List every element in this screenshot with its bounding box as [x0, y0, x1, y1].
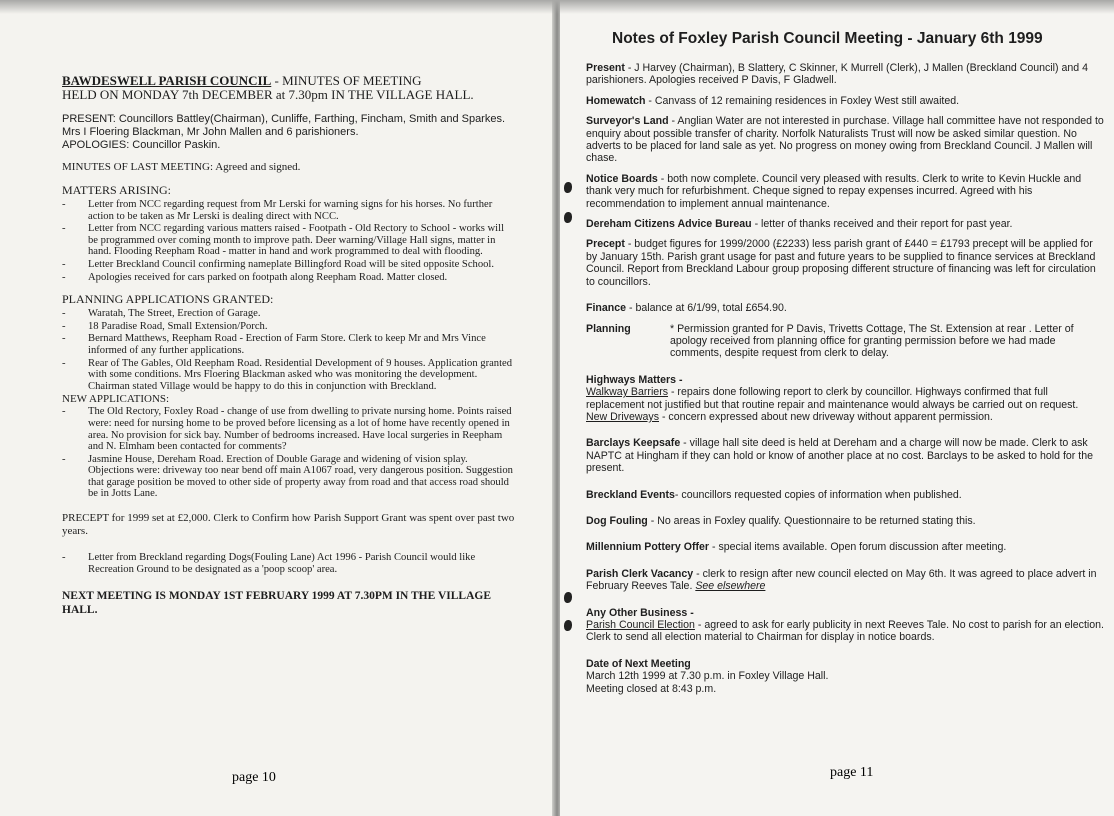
page-number-right: page 11 — [830, 765, 874, 780]
item-text: - budget figures for 1999/2000 (£2233) less parish grant of £440 = £1793 precept will be applied for by January 15th. Parish grant usage for past and future years to be supplied to finance services at Breckland Council. Report from Breckland Labour group proposing different structure of financing was left for circulation to councillors. — [586, 238, 1096, 288]
item-label: Planning — [586, 322, 631, 335]
election-item — [586, 619, 1106, 644]
clerk-vacancy-item — [586, 568, 1106, 593]
homewatch-item — [586, 95, 1106, 107]
punch-hole-mark — [564, 620, 572, 631]
list-item: - Letter from NCC regarding request from Mr Lerski for warning signs for his horses. No further action to be taken as Mr Lerski is dealing direct with NCC. — [62, 199, 516, 222]
item-text: - special items available. Open forum discussion after meeting. — [709, 541, 1007, 554]
list-item: - Rear of The Gables, Old Reepham Road. Residential Development of 9 houses. Application granted with some conditions. Mrs Floering Blackman asked who was monitoring the development. Chairman stated Village would be happy to do this in conjunction with Breckland. — [62, 358, 516, 393]
scan-shadow — [0, 0, 1114, 14]
item-text: * Permission granted for P Davis, Trivetts Cottage, The St. Extension at rear . Letter of apology received from planning office for granting permission before we had made comments, despite request from clerk to delay. — [670, 322, 1074, 360]
item-label: Parish Clerk Vacancy — [586, 567, 694, 580]
see-elsewhere-link[interactable]: See elsewhere — [695, 580, 766, 593]
matters-list — [62, 199, 516, 283]
right-page — [560, 0, 1114, 816]
left-page — [0, 0, 556, 816]
council-name: BAWDESWELL PARISH COUNCIL — [62, 73, 272, 88]
list-item: - The Old Rectory, Foxley Road - change of use from dwelling to private nursing home. Points raised were: need for nursing home to be proved before licensing as a lot of home have recently opened in area. No provision for sick bay. Number of bedrooms increased. Have local surgeries in Reepham and N. Elmham been contacted for comments? — [62, 406, 516, 452]
item-label: Homewatch — [586, 94, 646, 107]
item-label: Any Other Business - — [586, 606, 694, 619]
list-item: - Bernard Matthews, Reepham Road - Erection of Farm Store. Clerk to keep Mr and Mrs Vince informed of any further applications. — [62, 333, 516, 356]
item-label: Surveyor's Land — [586, 115, 669, 128]
list-item: - 18 Paradise Road, Small Extension/Porch. — [62, 321, 516, 333]
item-text: - agreed to ask for early publicity in next Reeves Tale. No cost to parish for an election. Clerk to send all election material to Chairman for display in notice boards. — [586, 619, 1104, 644]
item-text: March 12th 1999 at 7.30 p.m. in Foxley Village Hall. — [586, 670, 829, 683]
precept-item — [586, 238, 1106, 288]
notice-boards-item — [586, 173, 1106, 210]
item-label: Breckland Events — [586, 488, 675, 501]
item-text: - letter of thanks received and their report for past year. — [751, 218, 1013, 231]
item-label: Millennium Pottery Offer — [586, 541, 710, 554]
list-item: - Letter from NCC regarding various matters raised - Footpath - Old Rectory to School - works will be programmed over coming month to improve path. Deer warning/Village Hall signs, matter in hand. Flooding Reepham Road - matter in hand and work programmed to deal with flooding. — [62, 223, 516, 258]
new-applications-heading: NEW APPLICATIONS: — [62, 393, 170, 406]
cab-item — [586, 218, 1106, 230]
next-meeting: NEXT MEETING IS MONDAY 1ST FEBRUARY 1999 AT 7.30PM IN THE VILLAGE HALL. — [62, 590, 492, 617]
barclays-item — [586, 437, 1106, 474]
pottery-item — [586, 541, 1106, 553]
title-line2: HELD ON MONDAY 7th DECEMBER at 7.30pm IN THE VILLAGE HALL. — [62, 87, 474, 102]
list-item: - Apologies received for cars parked on footpath along Reepham Road. Matter closed. — [62, 272, 516, 284]
item-label: Dog Fouling — [586, 514, 648, 527]
list-item: - Letter from Breckland regarding Dogs(Fouling Lane) Act 1996 - Parish Council would like Recreation Ground to be designated as a 'poop scoop' area. — [62, 552, 516, 575]
next-meeting-item — [586, 658, 1106, 695]
surveyor-item — [586, 115, 1106, 165]
punch-hole-mark — [564, 212, 572, 223]
page-number-left: page 10 — [232, 770, 276, 785]
breckland-events-item — [586, 489, 1106, 501]
planning-item — [586, 323, 1106, 360]
planning-list — [62, 308, 516, 392]
precept-text: PRECEPT for 1999 set at £2,000. Clerk to Confirm how Parish Support Grant was spent over past two years. — [62, 512, 515, 538]
minutes-last: MINUTES OF LAST MEETING: Agreed and signed. — [62, 161, 301, 173]
punch-hole-mark — [564, 182, 572, 193]
item-text: - both now complete. Council very pleased with results. Clerk to write to Kevin Huckle and thank very much for refurbishment. Cheque signed to repay expenses incurred. Agreed with his recommendation to implement annual maintenance. — [586, 172, 1082, 210]
right-page-title: Notes of Foxley Parish Council Meeting - January 6th 1999 — [612, 30, 1043, 47]
item-text: Meeting closed at 8:43 p.m. — [586, 682, 717, 695]
item-text: - concern expressed about new driveway without apparent permission. — [659, 410, 993, 423]
item-label: Precept — [586, 238, 625, 251]
item-label: Barclays Keepsafe — [586, 437, 681, 450]
present-list: PRESENT: Councillors Battley(Chairman), Cunliffe, Farthing, Fincham, Smith and Sparkes. Mrs I Floering Blackman, Mr John Mallen and 6 parishioners. — [62, 113, 506, 138]
matters-heading: MATTERS ARISING: — [62, 183, 172, 197]
item-label: Notice Boards — [586, 172, 658, 185]
item-label: Walkway Barriers — [586, 386, 669, 399]
list-item: - Jasmine House, Dereham Road. Erection of Double Garage and widening of vision splay. Objections were: driveway too near bend off main A1067 road, very dangerous position. Suggestion that garage position be moved to other side of property away from road and that access road should be in Jotts Lane. — [62, 454, 516, 500]
driveways-item — [586, 411, 1106, 423]
list-item: - Waratah, The Street, Erection of Garage. — [62, 308, 516, 320]
item-label: Finance — [586, 302, 627, 315]
item-text: - councillors requested copies of information when published. — [674, 488, 962, 501]
aob-item — [586, 607, 1106, 619]
finance-item — [586, 302, 1106, 314]
item-text: - Anglian Water are not interested in purchase. Village hall committee have not responded to enquiry about possible transfer of charity. Norfolk Naturalists Trust will now be asked similar question. No adverts to be placed for land sale as yet. No progress on money owing from Breckland Council. J Mallen will chase. — [586, 115, 1104, 165]
new-applications-list — [62, 406, 516, 500]
item-text: - village hall site deed is held at Dereham and a charge will now be made. Clerk to ask NAPTC at Hingham if they can hold or know of another place at no cost. Barclays to be asked to hold for the present. — [586, 437, 1094, 475]
item-text: - clerk to resign after new council elected on May 6th. It was agreed to place advert in February Reeves Tale. — [586, 567, 1097, 593]
item-label: Parish Council Election — [586, 619, 695, 631]
title-rest: - MINUTES OF MEETING — [271, 73, 422, 88]
item-label: New Driveways — [586, 410, 659, 423]
item-text: - J Harvey (Chairman), B Slattery, C Skinner, K Murrell (Clerk), J Mallen (Breckland Council) and 4 parishioners. Apologies received P Davis, F Gladwell. — [586, 62, 1088, 87]
item-label: Highways Matters - — [586, 373, 683, 386]
present-text — [62, 113, 516, 152]
item-label: Dereham Citizens Advice Bureau — [586, 218, 752, 231]
left-page-title — [62, 74, 516, 102]
highways-item — [586, 374, 1106, 386]
dog-fouling-item — [586, 515, 1106, 527]
item-text: - balance at 6/1/99, total £654.90. — [626, 302, 787, 315]
item-label: Date of Next Meeting — [586, 657, 691, 670]
walkway-item — [586, 386, 1106, 411]
item-text: - No areas in Foxley qualify. Questionnaire to be returned stating this. — [647, 514, 976, 527]
planning-heading: PLANNING APPLICATIONS GRANTED: — [62, 292, 274, 307]
item-text: - Canvass of 12 remaining residences in Foxley West still awaited. — [645, 94, 960, 107]
item-text: - repairs done following report to clerk by councillor. Highways confirmed that full replacement not justified but that routine repair and maintenance would always be carried out on request. — [586, 386, 1079, 411]
apologies-text: APOLOGIES: Councillor Paskin. — [62, 139, 221, 151]
list-item: - Letter Breckland Council confirming nameplate Billingford Road will be sited opposite School. — [62, 259, 516, 271]
present-item — [586, 62, 1106, 87]
dogs-list — [62, 552, 516, 575]
punch-hole-mark — [564, 592, 572, 603]
item-label: Present — [586, 62, 625, 74]
